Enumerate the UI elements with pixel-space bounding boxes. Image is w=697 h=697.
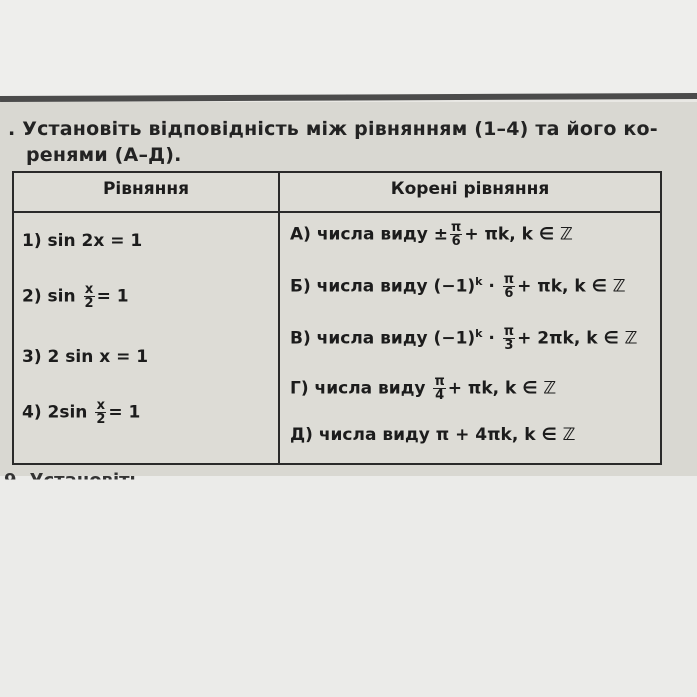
matching-table bbox=[12, 171, 662, 465]
problem-statement bbox=[8, 116, 688, 168]
equation-1: 1) sin 2x = 1 bbox=[22, 231, 143, 251]
problem-title-line2: ренями (А–Д). bbox=[26, 144, 182, 166]
root-option-a: А) числа виду ± $\frac{\pi}{6}$ + πk, k ∈ ℤ bbox=[290, 220, 573, 249]
header-equations: Рівняння bbox=[102, 179, 190, 199]
root-option-b: Б) числа виду $(-1)^k$ · $\frac{\pi}{6}$ + πk, k ∈ ℤ bbox=[290, 272, 626, 301]
fraction: $\frac{\pi}{4}$ bbox=[434, 374, 445, 403]
fraction: $\frac{x}{2}$ bbox=[96, 398, 106, 427]
equation-4: 4) 2sin $\frac{x}{2}$ = 1 bbox=[22, 398, 141, 427]
header-roots: Корені рівняння bbox=[390, 179, 550, 199]
fraction: $\frac{\pi}{6}$ bbox=[503, 272, 515, 301]
problem-title-line1: . Установіть відповідність між рівнянням (1–4) та його ко- bbox=[8, 118, 658, 140]
root-option-g: Г) числа виду $\frac{\pi}{4}$ + πk, k ∈ ℤ bbox=[290, 374, 557, 403]
column-divider bbox=[278, 173, 280, 463]
fraction: $\frac{x}{2}$ bbox=[84, 282, 94, 311]
upper-page-area bbox=[0, 0, 697, 96]
header-divider bbox=[14, 211, 660, 213]
equation-3: 3) 2 sin x = 1 bbox=[22, 347, 149, 367]
fraction: $\frac{\pi}{6}$ bbox=[451, 220, 462, 249]
fraction: $\frac{\pi}{3}$ bbox=[503, 324, 515, 353]
root-option-v: В) числа виду $(-1)^k$ · $\frac{\pi}{3}$ + 2πk, k ∈ ℤ bbox=[290, 324, 638, 353]
root-option-d: Д) числа виду π + 4πk, k ∈ ℤ bbox=[290, 425, 576, 445]
equation-2: 2) sin $\frac{x}{2}$ = 1 bbox=[22, 282, 129, 311]
lower-page-area bbox=[0, 476, 697, 697]
